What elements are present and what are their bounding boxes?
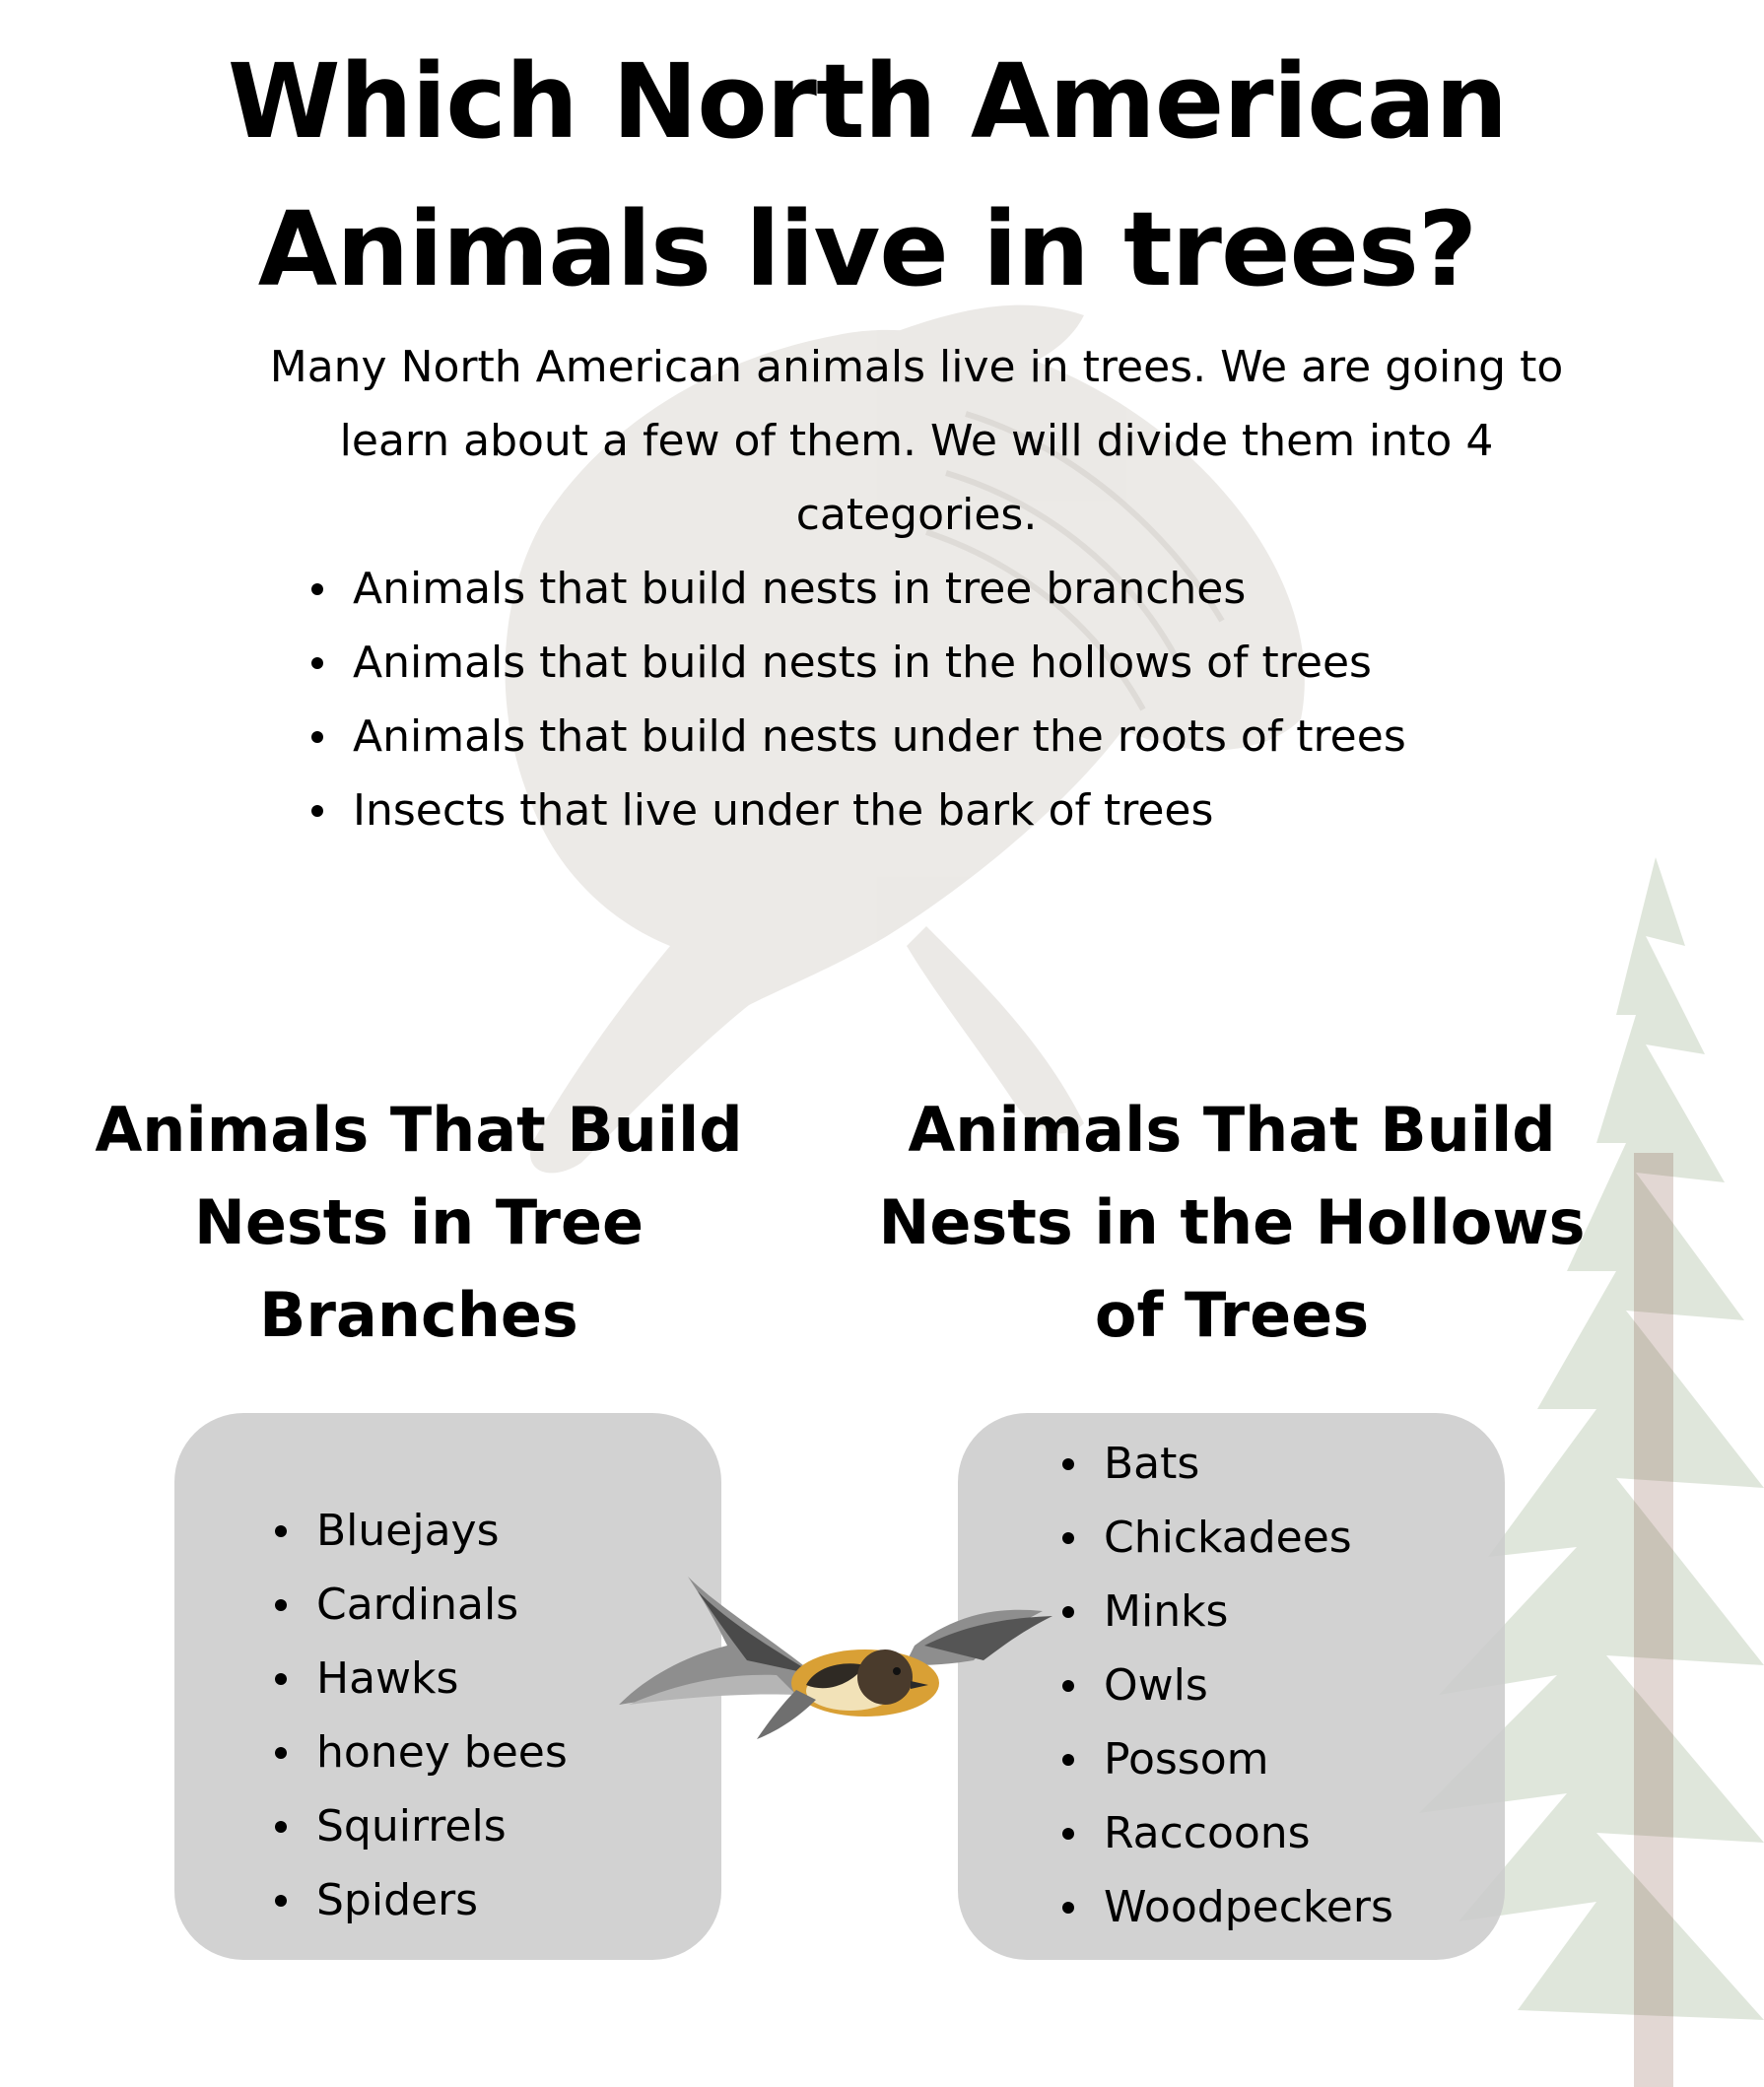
list-item: Owls — [1047, 1649, 1393, 1722]
category-item: Animals that build nests in tree branches — [296, 552, 1406, 626]
list-item: Bluejays — [259, 1494, 568, 1568]
list-item: Bats — [1047, 1427, 1393, 1501]
list-item: Hawks — [259, 1642, 568, 1716]
category-item: Insects that live under the bark of trees — [296, 774, 1406, 847]
category-list — [296, 552, 1406, 847]
tree-branches-heading: Animals That Build Nests in Tree Branches — [95, 1094, 743, 1351]
flying-bird-illustration — [619, 1567, 1060, 1744]
list-item: Squirrels — [259, 1789, 568, 1863]
list-item: Raccoons — [1047, 1796, 1393, 1870]
category-item: Animals that build nests in the hollows of trees — [296, 626, 1406, 700]
list-item: Woodpeckers — [1047, 1870, 1393, 1944]
category-item: Animals that build nests under the roots of trees — [296, 700, 1406, 774]
page-title: Which North American Animals live in trees? — [227, 41, 1508, 309]
list-item: Cardinals — [259, 1568, 568, 1642]
list-item: honey bees — [259, 1716, 568, 1789]
list-item: Minks — [1047, 1575, 1393, 1649]
list-item: Possom — [1047, 1722, 1393, 1796]
tree-hollows-list — [1047, 1427, 1393, 1944]
list-item: Chickadees — [1047, 1501, 1393, 1575]
tree-branches-list — [259, 1494, 568, 1937]
intro-paragraph: Many North American animals live in trees. We are going to learn about a few of them. We will divide them into 4 categories. — [269, 342, 1564, 540]
tree-hollows-heading: Animals That Build Nests in the Hollows of Trees — [878, 1094, 1586, 1351]
list-item: Spiders — [259, 1863, 568, 1937]
